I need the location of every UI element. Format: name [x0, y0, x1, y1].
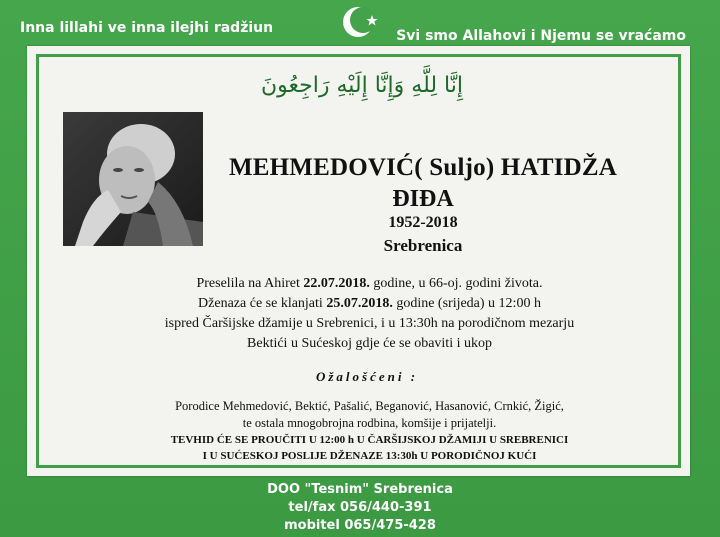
tevhid-notes [107, 432, 632, 464]
announcement-line-3: ispred Čaršijske džamije u Srebrenici, i u 13:30h na porodičnom mezarju [164, 316, 575, 331]
crescent-star-icon [340, 2, 384, 42]
life-years: 1952-2018 [388, 214, 458, 231]
telfax-number: tel/fax 056/440-391 [288, 500, 432, 515]
obituary-sheet [27, 46, 690, 476]
svg-text:إِنَّا لِلَّهِ وَإِنَّا إِلَيْ: إِنَّا لِلَّهِ وَإِنَّا إِلَيْهِ رَاجِعُونَ [261, 73, 463, 98]
header-right-text: Svi smo Allahovi i Njemu se vraćamo [396, 28, 686, 44]
announcement-line-4: Bektići u Sućeskoj gdje će se obaviti i ukop [247, 336, 492, 351]
announcement-text [97, 274, 642, 354]
company-name: DOO "Tesnim" Srebrenica [267, 482, 453, 497]
deceased-nickname: ĐIĐA [392, 186, 454, 212]
families-line-2: te ostala mnogobrojna rodbina, komšije i prijatelji. [242, 416, 497, 430]
text-span: godine (srijeda) u 12:00 h [392, 296, 541, 311]
death-date: 22.07.2018. [303, 276, 370, 291]
footer-contact [0, 481, 720, 535]
funeral-date: 25.07.2018. [326, 296, 393, 311]
tevhid-note-2: I U SUĆESKOJ POSLIJE DŽENAZE 13:30h U PORODIČNOJ KUĆI [202, 450, 537, 462]
portrait-photo [63, 112, 203, 246]
deceased-name: MEHMEDOVIĆ( Suljo) HATIDŽA [228, 154, 618, 181]
arabic-calligraphy [261, 56, 463, 104]
text-span: godine, u 66-oj. godini života. [369, 276, 543, 291]
mourners-families [117, 398, 622, 432]
announcement-line-2 [97, 294, 642, 314]
mobile-number: mobitel 065/475-428 [284, 518, 436, 533]
mourners-heading: Ožalošćeni : [315, 369, 419, 384]
tevhid-note-1: TEVHID ĆE SE PROUČITI U 12:00 h U ČARŠIJSKOJ DŽAMIJI U SREBRENICI [170, 434, 569, 446]
text-span: Preselila na Ahiret [196, 276, 304, 291]
families-line-1: Porodice Mehmedović, Bektić, Pašalić, Beganović, Hasanović, Crnkić, Žigić, [175, 399, 564, 413]
header-left-text: Inna lillahi ve inna ilejhi radžiun [20, 20, 274, 36]
announcement-line-1 [97, 274, 642, 294]
text-span: Dženaza će se klanjati [198, 296, 327, 311]
place-name: Srebrenica [383, 236, 463, 255]
